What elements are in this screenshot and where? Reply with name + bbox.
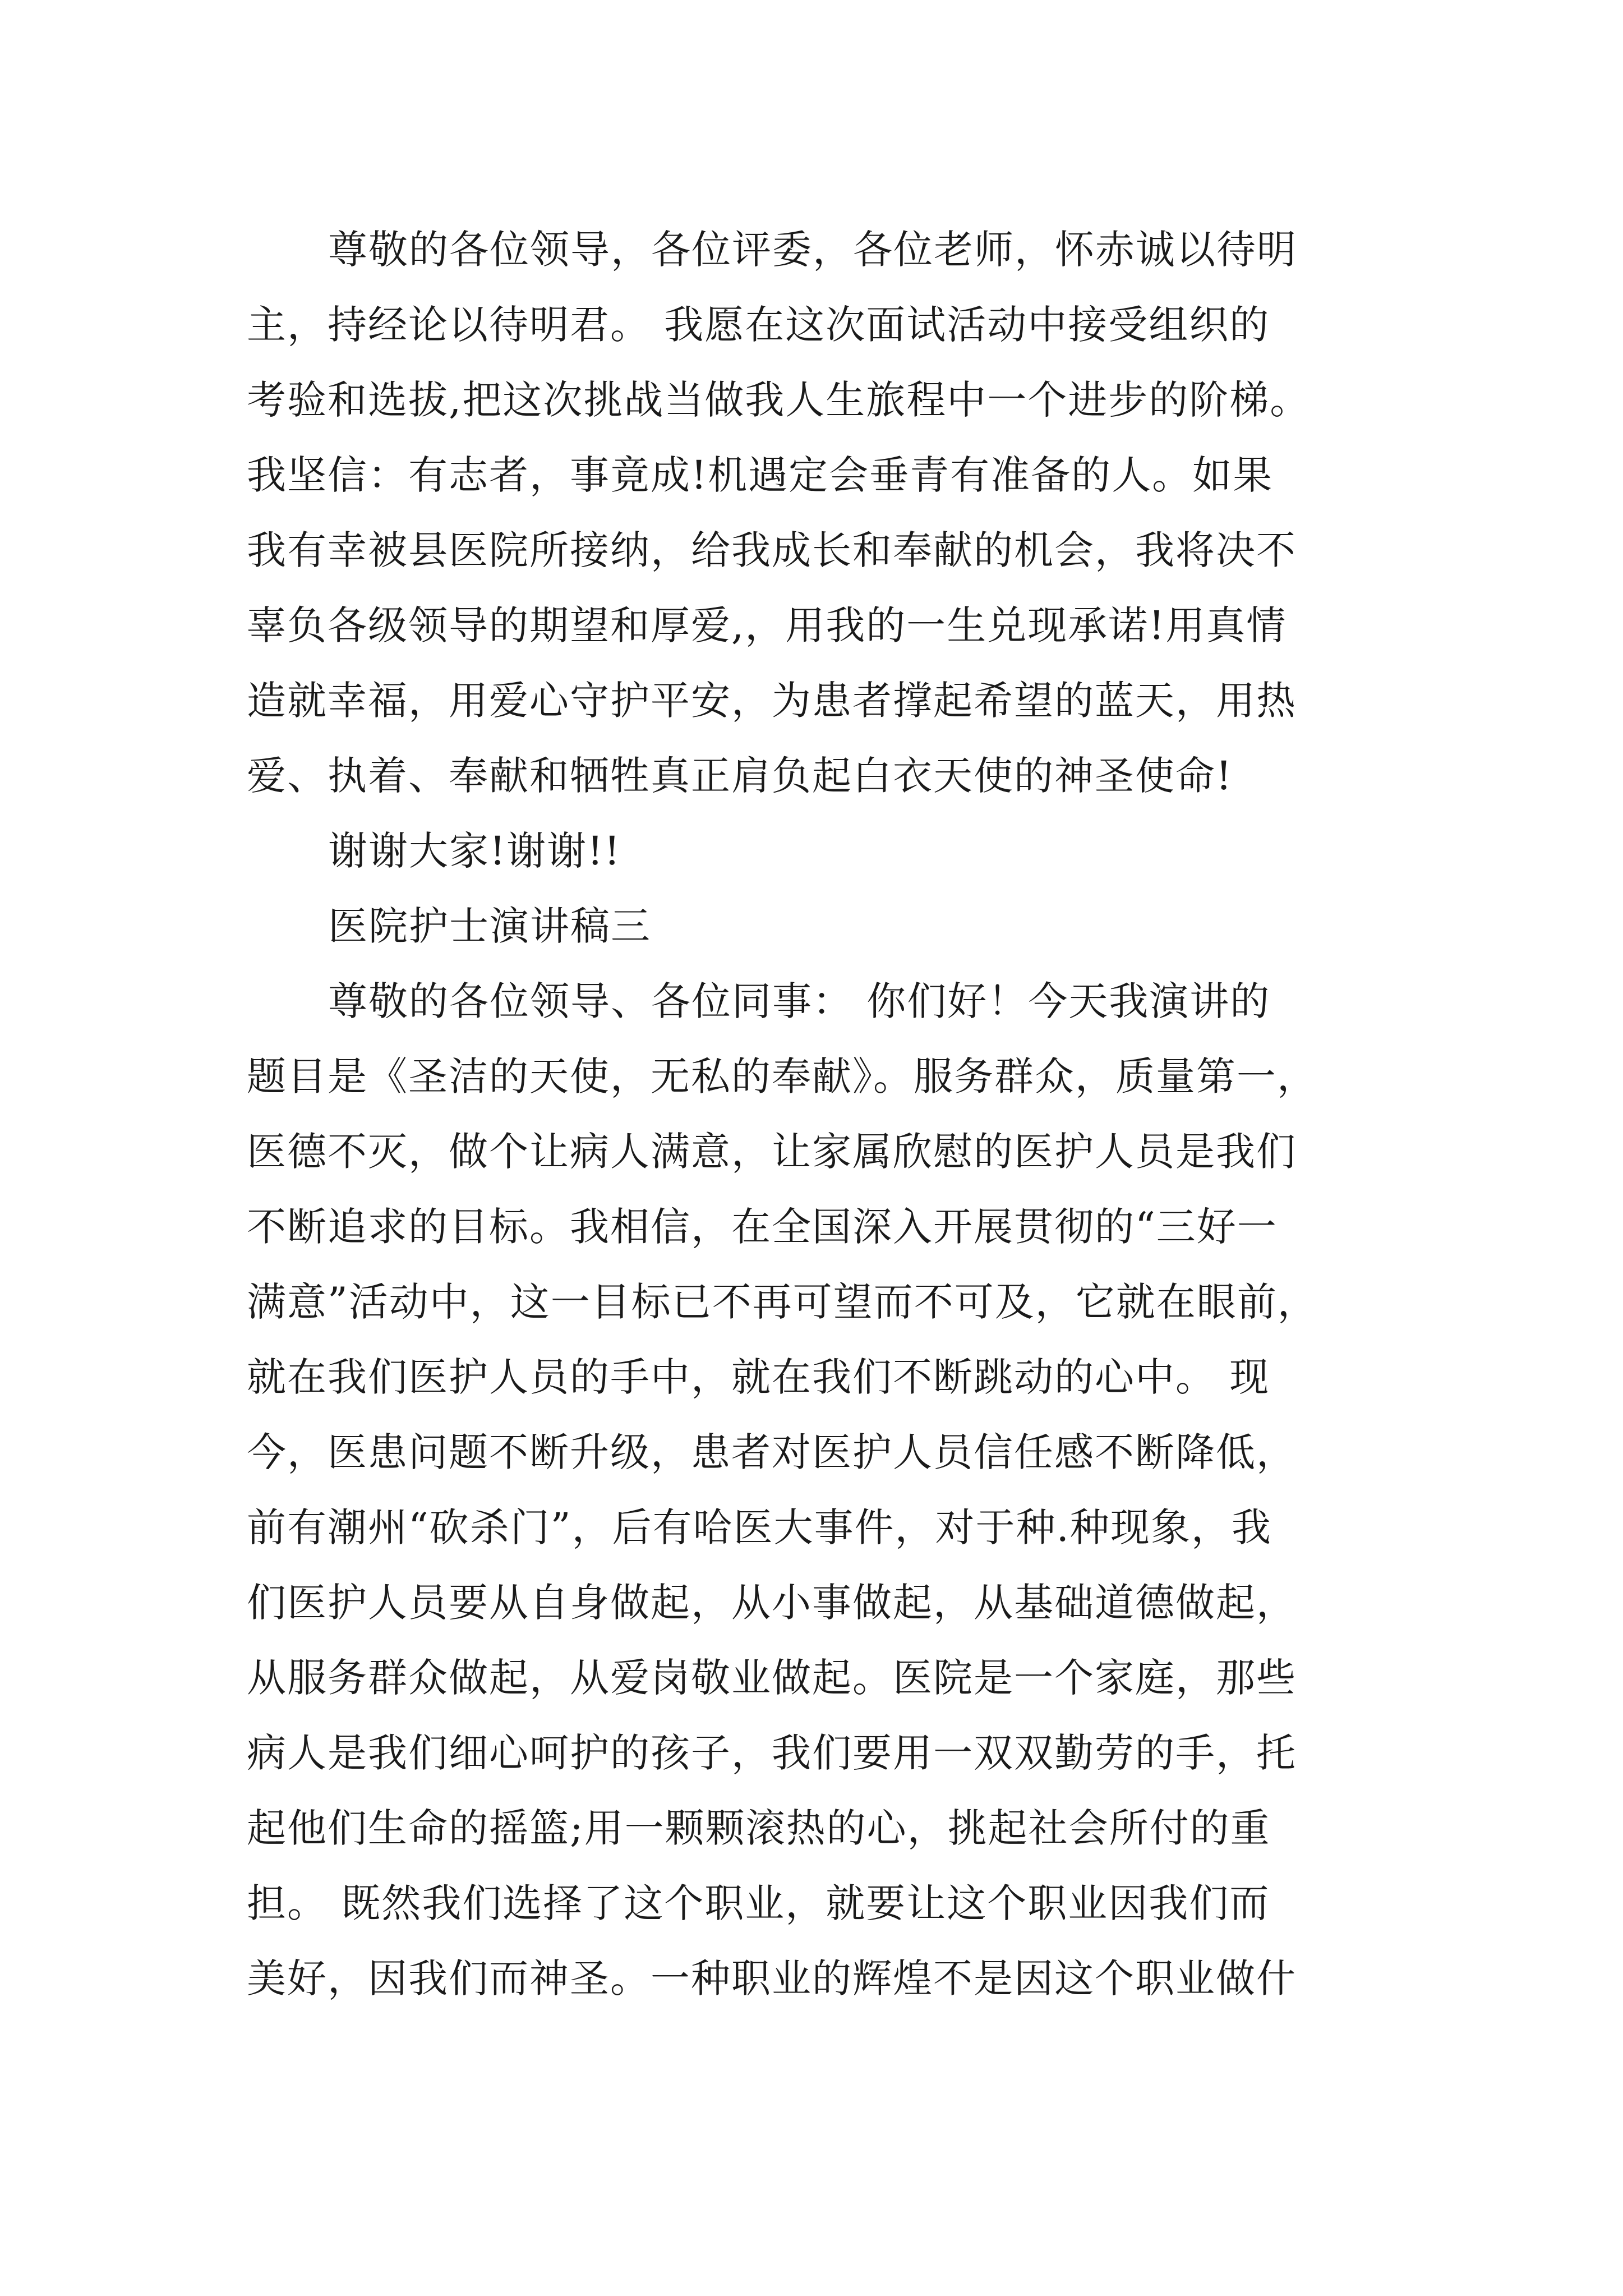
paragraph-line: 满意”活动中，这一目标已不再可望而不可及，它就在眼前， bbox=[247, 1279, 1318, 1325]
paragraph-line: 们医护人员要从自身做起，从小事做起，从基础道德做起， bbox=[247, 1580, 1297, 1626]
thanks-line: 谢谢大家!谢谢!! bbox=[328, 828, 621, 874]
document-body bbox=[247, 212, 1424, 2016]
paragraph-line: 题目是《圣洁的天使，无私的奉献》。服务群众，质量第一， bbox=[247, 1053, 1317, 1099]
paragraph-line: 不断追求的目标。我相信，在全国深入开展贯彻的“三好一 bbox=[247, 1204, 1278, 1250]
paragraph-line: 起他们生命的摇篮;用一颗颗滚热的心，挑起社会所付的重 bbox=[247, 1805, 1271, 1851]
paragraph-line: 今，医患问题不断升级，患者对医护人员信任感不断降低， bbox=[247, 1429, 1297, 1475]
paragraph-line: 担。 既然我们选择了这个职业，就要让这个职业因我们而 bbox=[247, 1880, 1270, 1926]
paragraph-line: 病人是我们细心呵护的孩子，我们要用一双双勤劳的手，托 bbox=[247, 1730, 1297, 1776]
paragraph-line: 从服务群众做起，从爱岗敬业做起。医院是一个家庭，那些 bbox=[247, 1655, 1297, 1701]
paragraph-line: 前有潮州“砍杀门”，后有哈医大事件，对于种.种现象，我 bbox=[247, 1504, 1272, 1550]
paragraph-line: 我坚信：有志者，事竟成!机遇定会垂青有准备的人。如果 bbox=[247, 452, 1274, 498]
paragraph-line: 辜负各级领导的期望和厚爱,，用我的一生兑现承诺!用真情 bbox=[247, 602, 1287, 648]
paragraph-line: 医德不灭，做个让病人满意，让家属欣慰的医护人员是我们 bbox=[247, 1129, 1297, 1175]
paragraph-line: 美好，因我们而神圣。一种职业的辉煌不是因这个职业做什 bbox=[247, 1955, 1297, 2001]
section-title: 医院护士演讲稿三 bbox=[328, 903, 651, 949]
paragraph-line: 就在我们医护人员的手中，就在我们不断跳动的心中。 现 bbox=[247, 1354, 1270, 1400]
paragraph-line: 爱、执着、奉献和牺牲真正肩负起白衣天使的神圣使命! bbox=[247, 753, 1233, 799]
paragraph-line: 考验和选拔,把这次挑战当做我人生旅程中一个进步的阶梯。 bbox=[247, 377, 1311, 423]
paragraph-line: 我有幸被县医院所接纳，给我成长和奉献的机会，我将决不 bbox=[247, 527, 1297, 573]
paragraph-line: 主，持经论以待明君。 我愿在这次面试活动中接受组织的 bbox=[247, 302, 1270, 348]
paragraph-line: 尊敬的各位领导、各位同事： 你们好！今天我演讲的 bbox=[328, 978, 1271, 1024]
paragraph-line: 尊敬的各位领导，各位评委，各位老师，怀赤诚以待明 bbox=[328, 227, 1297, 273]
paragraph-line: 造就幸福，用爱心守护平安，为患者撑起希望的蓝天，用热 bbox=[247, 678, 1297, 724]
